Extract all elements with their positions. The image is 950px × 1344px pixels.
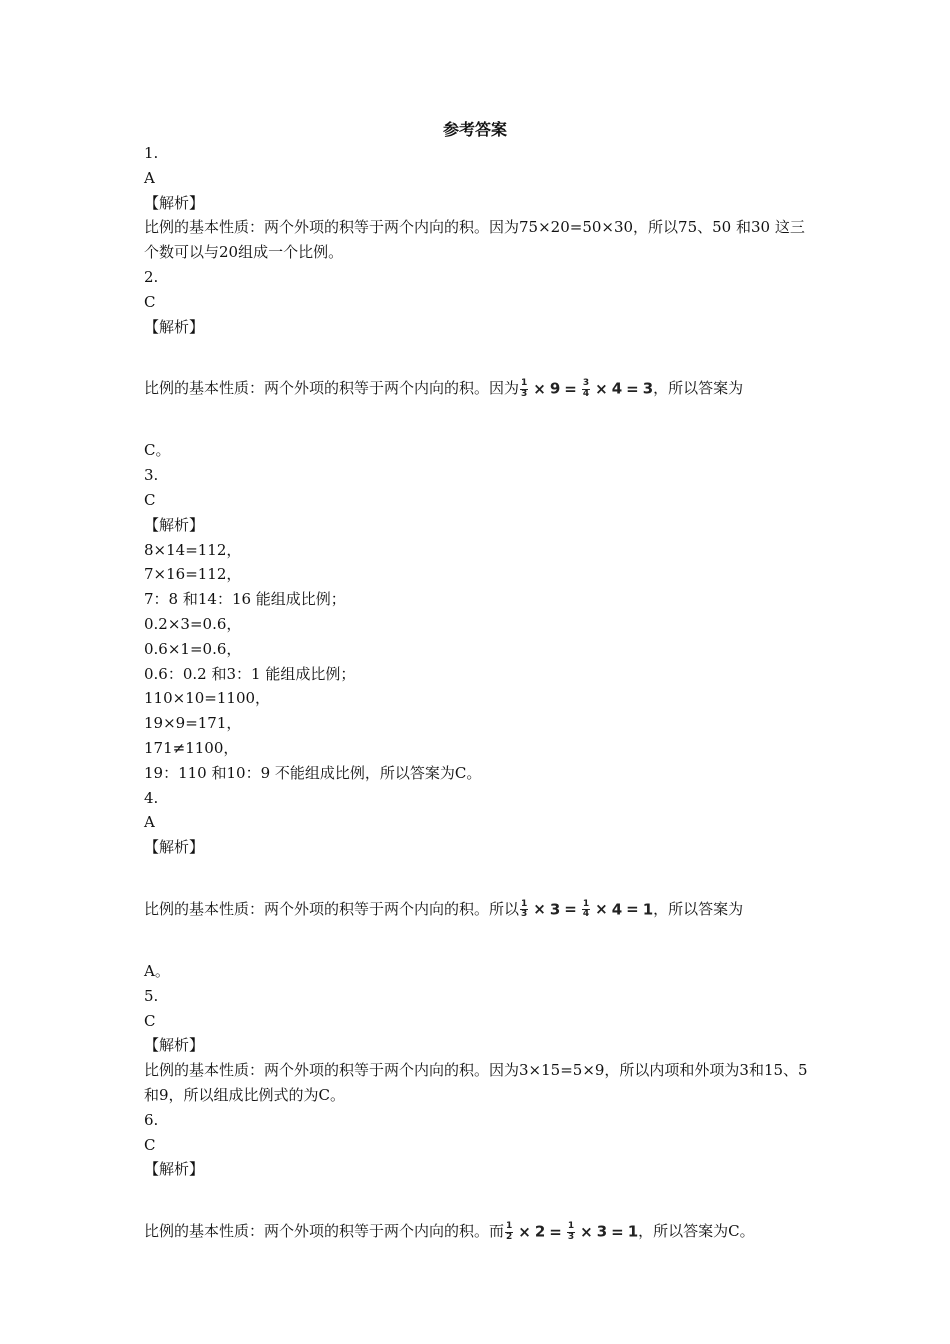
analysis-prefix: 比例的基本性质：两个外项的积等于两个内向的积。而 xyxy=(144,1222,505,1241)
analysis-text: 比例的基本性质：两个外项的积等于两个内向的积。因为3×15=5×9，所以内项和外项为3和15、5和9，所以组成比例式的为C。 xyxy=(144,1061,808,1104)
question-number: 6. xyxy=(144,1110,159,1129)
fraction: $\frac{1}{2}$ xyxy=(506,1221,513,1242)
formula: $\frac{1}{3}$ × 9 = $\frac{3}{4}$ × 4 = 3 xyxy=(521,378,654,399)
formula: $\frac{1}{2}$ × 2 = $\frac{1}{3}$ × 3 = 1 xyxy=(506,1221,639,1242)
analysis-tag: 【解析】 xyxy=(144,838,205,857)
analysis-formula-line xyxy=(144,1182,814,1281)
fraction: $\frac{1}{4}$ xyxy=(582,898,590,920)
analysis-line: 8×14=112， xyxy=(144,540,242,559)
formula: $\frac{1}{3}$ × 3 = $\frac{1}{4}$ × 4 = 1 xyxy=(521,898,654,920)
fraction: $\frac{3}{4}$ xyxy=(582,378,590,399)
answer-list xyxy=(144,141,814,1281)
analysis-line: 0.6×1=0.6， xyxy=(144,639,242,658)
analysis-prefix: 比例的基本性质：两个外项的积等于两个内向的积。因为 xyxy=(144,379,520,398)
answer-choice: A xyxy=(144,168,155,187)
analysis-suffix: ，所以答案为C。 xyxy=(638,1222,755,1241)
question-number: 5. xyxy=(144,986,159,1005)
analysis-line: 110×10=1100， xyxy=(144,689,271,708)
question-number: 3. xyxy=(144,466,159,485)
page-title: 参考答案 xyxy=(442,120,507,139)
answer-choice: C xyxy=(144,1135,156,1154)
analysis-line: 171≠1100， xyxy=(144,738,239,757)
analysis-formula-line xyxy=(144,860,814,959)
analysis-formula-line xyxy=(144,339,814,438)
analysis-text: 比例的基本性质：两个外项的积等于两个内向的积。因为75×20=50×30，所以75、50 和30 这三个数可以与20组成一个比例。 xyxy=(144,218,805,262)
analysis-tag: 【解析】 xyxy=(144,193,205,212)
question-number: 2. xyxy=(144,267,159,286)
answer-choice: C xyxy=(144,1011,156,1030)
analysis-suffix: ，所以答案为 xyxy=(653,379,744,398)
analysis-line: 19×9=171， xyxy=(144,714,242,733)
analysis-tail: A。 xyxy=(144,961,170,980)
answer-choice: C xyxy=(144,292,156,311)
analysis-line: 0.2×3=0.6， xyxy=(144,614,242,633)
analysis-tag: 【解析】 xyxy=(144,317,205,336)
analysis-suffix: ，所以答案为 xyxy=(653,899,744,918)
answer-choice: C xyxy=(144,490,156,509)
analysis-prefix: 比例的基本性质：两个外项的积等于两个内向的积。所以 xyxy=(144,899,520,918)
analysis-tail: C。 xyxy=(144,441,171,460)
analysis-line: 19：110 和10：9 不能组成比例，所以答案为C。 xyxy=(144,763,482,782)
fraction: $\frac{1}{3}$ xyxy=(521,898,528,920)
question-number: 4. xyxy=(144,788,159,807)
fraction: $\frac{1}{3}$ xyxy=(567,1221,575,1242)
answer-choice: A xyxy=(144,813,155,832)
analysis-line: 7×16=112， xyxy=(144,565,242,584)
analysis-line: 0.6：0.2 和3：1 能组成比例； xyxy=(144,664,356,683)
analysis-tag: 【解析】 xyxy=(144,515,205,534)
analysis-tag: 【解析】 xyxy=(144,1036,205,1055)
question-number: 1. xyxy=(144,144,159,162)
analysis-line: 7：8 和14：16 能组成比例； xyxy=(144,590,346,609)
analysis-tag: 【解析】 xyxy=(144,1160,205,1179)
fraction: $\frac{1}{3}$ xyxy=(521,378,528,399)
